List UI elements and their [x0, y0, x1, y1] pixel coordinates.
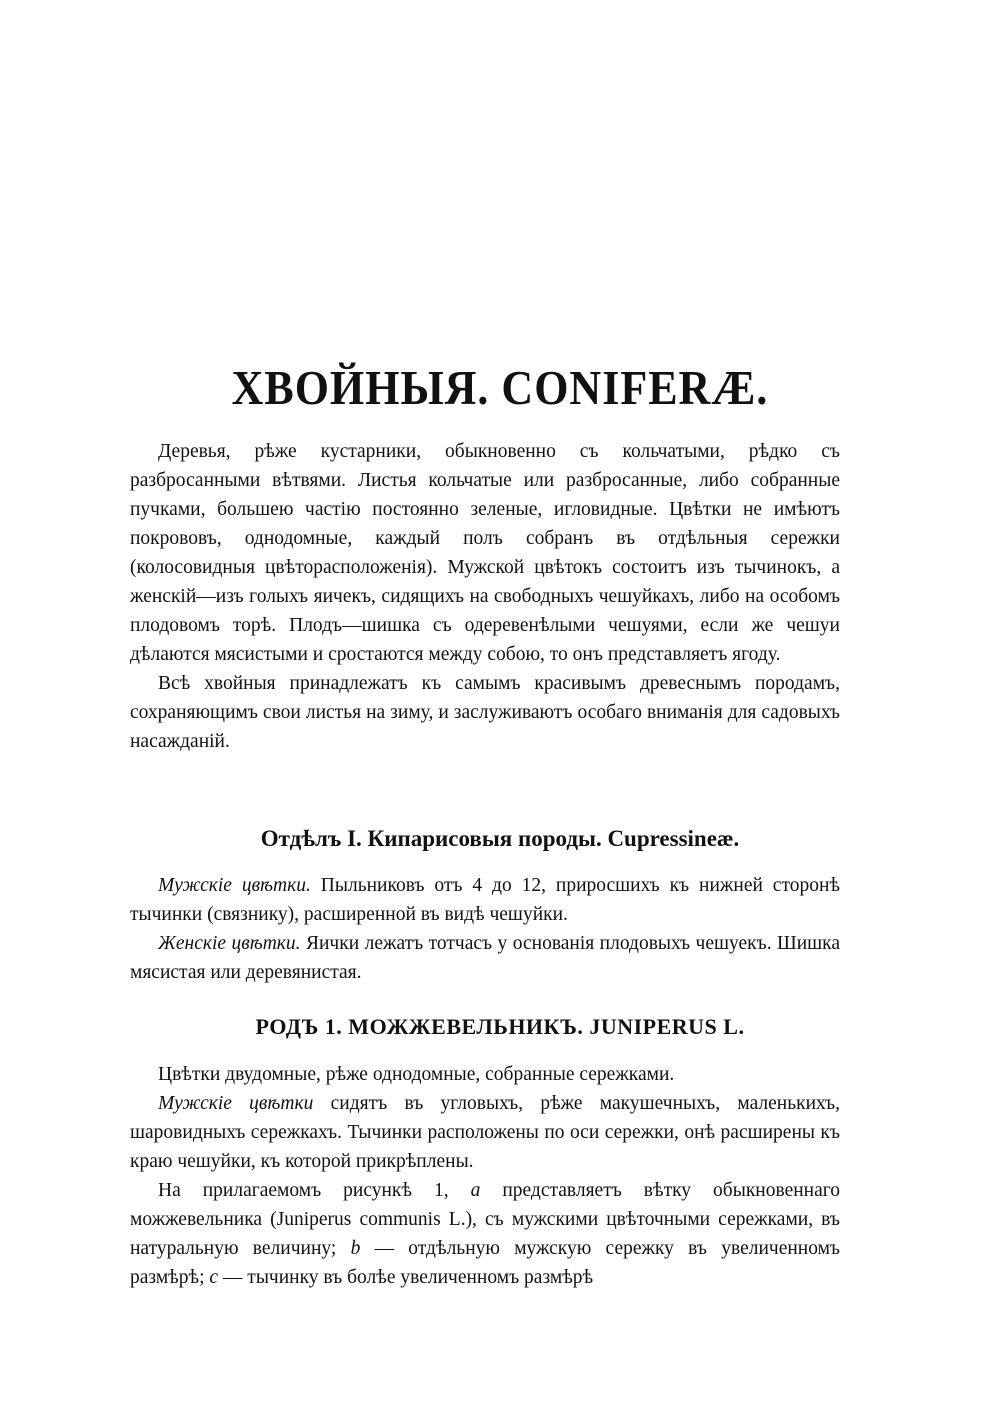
genus-paragraph-1: Цвѣтки двудомные, рѣже однодомные, собранные сережками. — [158, 1064, 675, 1085]
intro-text — [130, 437, 840, 756]
male-flowers-label: Мужскіе цвѣтки. — [158, 875, 311, 896]
figure-ref-start: На прилагаемомъ рисункѣ 1, — [158, 1180, 449, 1201]
genus-text — [130, 1060, 840, 1292]
figure-ref-mid-1: представляетъ вѣтку обыкновеннаго можжевельника (Juniperus communis L.), съ мужскими цвѣточными сережками, въ натуральную величину; — [130, 1180, 841, 1259]
female-flowers-text: Яички лежатъ тотчасъ у основанія плодовыхъ чешуекъ. Шишка мясистая или деревянистая. — [130, 933, 841, 983]
female-flowers-label: Женскіе цвѣтки. — [158, 933, 301, 954]
genus-paragraph-2 — [130, 1089, 840, 1176]
figure-letter-b: b — [350, 1238, 361, 1259]
figure-ref-end: — тычинку въ болѣе увеличенномъ размѣрѣ — [222, 1267, 594, 1288]
male-flowers-paragraph — [130, 871, 840, 929]
genus-male-text: сидятъ въ угловыхъ, рѣже макушечныхъ, маленькихъ, шаровидныхъ сережкахъ. Тычинки расположены по оси сережки, онѣ расширены къ краю чешуйки, къ которой прикрѣплены. — [130, 1093, 840, 1172]
genus-heading: РОДЪ 1. МОЖЖЕВЕЛЬНИКЪ. JUNIPERUS L. — [255, 1014, 745, 1039]
genus-paragraph-3 — [130, 1176, 840, 1292]
section-text — [130, 871, 840, 987]
intro-paragraph-1: Деревья, рѣже кустарники, обыкновенно съ кольчатыми, рѣдко съ разбросанными вѣтвями. Листья кольчатые или разбросанные, либо собранные пучками, большею частію постоянно зеленые, игловидные. Цвѣтки не имѣютъ покрововъ, однодомные, каждый полъ собранъ въ отдѣльныя сережки (колосовидныя цвѣторасположенія). Мужской цвѣтокъ состоитъ изъ тычинокъ, а женскій—изъ голыхъ яичекъ, сидящихъ на свободныхъ чешуйкахъ, либо на особомъ плодовомъ торѣ. Плодъ—шишка съ одеревенѣлыми чешуями, если же чешуи дѣлаются мясистыми и сростаются между собою, то онъ представляетъ ягоду. — [130, 441, 840, 665]
figure-letter-c: c — [209, 1267, 219, 1288]
genus-male-label: Мужскіе цвѣтки — [158, 1093, 314, 1114]
chapter-title: ХВОЙНЫЯ. CONIFERÆ. — [231, 361, 769, 415]
section-heading: Отдѣлъ I. Кипарисовыя породы. Cupressineæ. — [260, 826, 740, 851]
female-flowers-paragraph — [130, 929, 840, 987]
figure-ref-mid-2: — отдѣльную мужскую сережку въ увеличенномъ размѣрѣ; — [130, 1238, 841, 1288]
male-flowers-text: Пыльниковъ отъ 4 до 12, приросшихъ къ нижней сторонѣ тычинки (связнику), расширенной въ видѣ чешуйки. — [130, 875, 841, 925]
figure-letter-a: a — [470, 1180, 481, 1201]
intro-paragraph-2: Всѣ хвойныя принадлежатъ къ самымъ красивымъ древеснымъ породамъ, сохраняющимъ свои листья на зиму, и заслуживаютъ особаго вниманія для садовыхъ насажданій. — [130, 673, 840, 752]
